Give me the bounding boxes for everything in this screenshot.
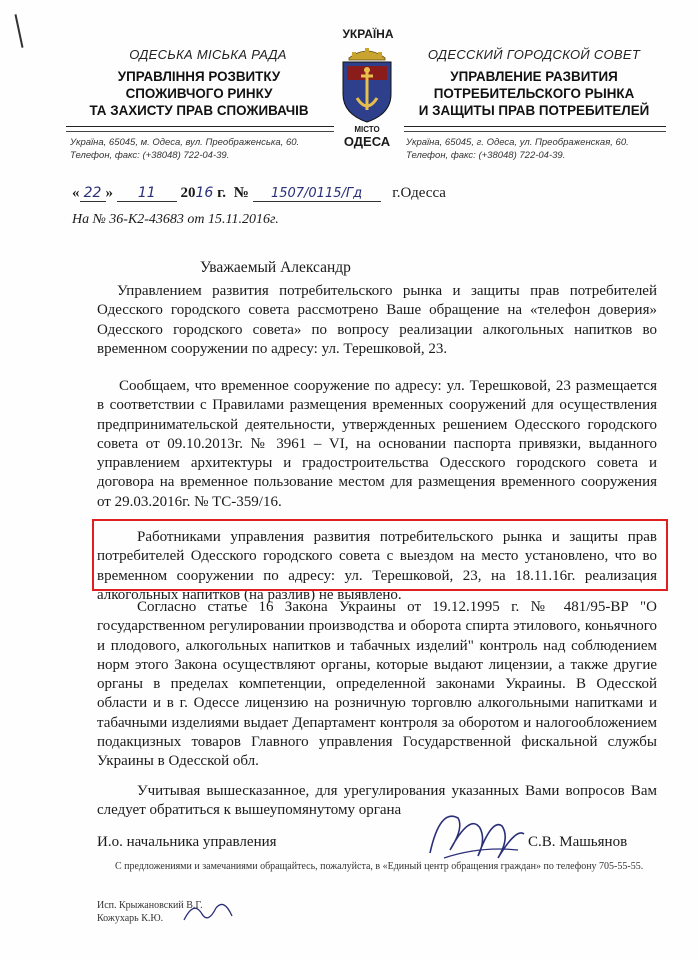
date-month: 11 (117, 185, 177, 202)
right-department-line: УПРАВЛЕНИЕ РАЗВИТИЯ (450, 69, 618, 84)
emblem-caption-city: ОДЕСА (343, 134, 391, 149)
right-department-line: И ЗАЩИТЫ ПРАВ ПОТРЕБИТЕЛЕЙ (418, 103, 650, 118)
body-paragraph-1: Управлением развития потребительского рынка и защиты прав потребителей Одесского городского совета рассмотрено Ваше обращение на «телефон доверия» Одесского городского совета» по вопросу реализации алкогольных напитков во временном сооружении по адресу: ул. Терешковой, 23. (97, 283, 657, 357)
reference-number: На № 36-К2-43683 от 15.11.2016г. (72, 212, 279, 227)
body-paragraph-5: Учитывая вышесказанное, для урегулирования указанных Вами вопросов Вам следует обратиться к вышеупомянутому органа (97, 783, 657, 819)
right-header-rule (404, 126, 666, 127)
date-year-prefix: 20 (180, 185, 196, 201)
left-address (70, 136, 338, 162)
executor-initials-icon (180, 896, 240, 930)
body-paragraph-3: Работниками управления развития потребительского рынка и защиты прав потребителей Одесского городского совета с выездом на место установлено, что во временном сооружении по адресу: ул. Терешковой, 23, на 18.11.16г. реализация алкогольных напитков (на разлив) не выявлено. (97, 529, 657, 603)
odessa-coat-of-arms-icon (337, 44, 397, 124)
greeting: Уважаемый Александр (200, 259, 351, 276)
right-address-line: Телефон, факс: (+38048) 722-04-39. (406, 150, 566, 161)
executor-1: Исп. Крыжановский В.Г. (97, 900, 203, 911)
date-year-suffix: 16 (195, 185, 214, 201)
signatory-name: С.В. Машьянов (528, 834, 628, 850)
letter-number: 1507/0115/Гд (253, 186, 381, 202)
left-header-rule (66, 126, 334, 127)
left-department (60, 68, 338, 119)
body-paragraph-2: Сообщаем, что временное сооружение по адресу: ул. Терешковой, 23 размещается в соответствии с Правилами размещения временных сооружений для осуществления предпринимательской деятельности, утвержденных решением Одесского городского совета от 09.10.2013г. № 3961 – VI, на основании паспорта привязки, выданного управлением архитектуры и градостроительства Одесского городского совета и договора на временное пользование местом для размещения временного сооружения от 29.03.2016г. № ТС-359/16. (97, 378, 657, 510)
date-day: 22 (80, 185, 106, 202)
letter-city: г.Одесса (392, 185, 446, 201)
right-department (400, 68, 668, 119)
left-department-line: УПРАВЛІННЯ РОЗВИТКУ (117, 69, 281, 84)
date-open-quote: « (72, 185, 80, 201)
number-label: № (233, 185, 249, 201)
emblem-caption-top: МІСТО (354, 125, 380, 134)
left-department-line: ТА ЗАХИСТУ ПРАВ СПОЖИВАЧІВ (89, 103, 309, 118)
date-close-quote: » (105, 185, 113, 201)
year-label: г. (217, 185, 226, 201)
body-paragraph-4: Согласно статье 16 Закона Украины от 19.12.1995 г. № 481/95-ВР "О государственном регулировании производства и оборота спирта этилового, коньячного и плодового, алкогольных напитков и табачных изделий" контроль над соблюдением норм этого Закона осуществляют органы, которые выдают лицензии, а также другие органы в пределах компетенции, определенной законами Украины. В Одесской области и в г. Одессе лицензию на розничную торговлю алкогольными напитками и табачными изделиями выдает Департамент контроля за оборотом и налогообложением подакцизных товаров Главного управления Государственной фискальной службы Украины в Одесской обл. (97, 599, 657, 770)
left-address-line: Телефон, факс: (+38048) 722-04-39. (70, 150, 230, 161)
letter-date-number (72, 185, 592, 209)
executor-2: Кожухарь К.Ю. (97, 913, 164, 924)
left-address-line: Україна, 65045, м. Одеса, вул. Преображенська, 60. (70, 137, 300, 148)
margin-mark (14, 14, 23, 48)
right-address-line: Україна, 65045, г. Одеса, ул. Преображенская, 60. (406, 137, 629, 148)
signatory-position: И.о. начальника управления (97, 834, 277, 850)
highlight-box (92, 519, 668, 591)
right-address (406, 136, 672, 162)
country-label: УКРАЇНА (342, 27, 394, 41)
handwritten-signature-icon (420, 798, 530, 868)
right-department-line: ПОТРЕБИТЕЛЬСКОГО РЫНКА (433, 86, 635, 101)
footer-note: С предложениями и замечаниями обращайтесь, пожалуйста, в «Единый центр обращения граждан» по телефону 705-55-55. (115, 861, 644, 872)
right-city-council: ОДЕССКИЙ ГОРОДСКОЙ СОВЕТ (427, 47, 641, 62)
left-city-council: ОДЕСЬКА МІСЬКА РАДА (129, 47, 287, 62)
right-header-rule-thin (404, 131, 666, 132)
left-header-rule-thin (66, 131, 334, 132)
left-department-line: СПОЖИВЧОГО РИНКУ (125, 86, 273, 101)
